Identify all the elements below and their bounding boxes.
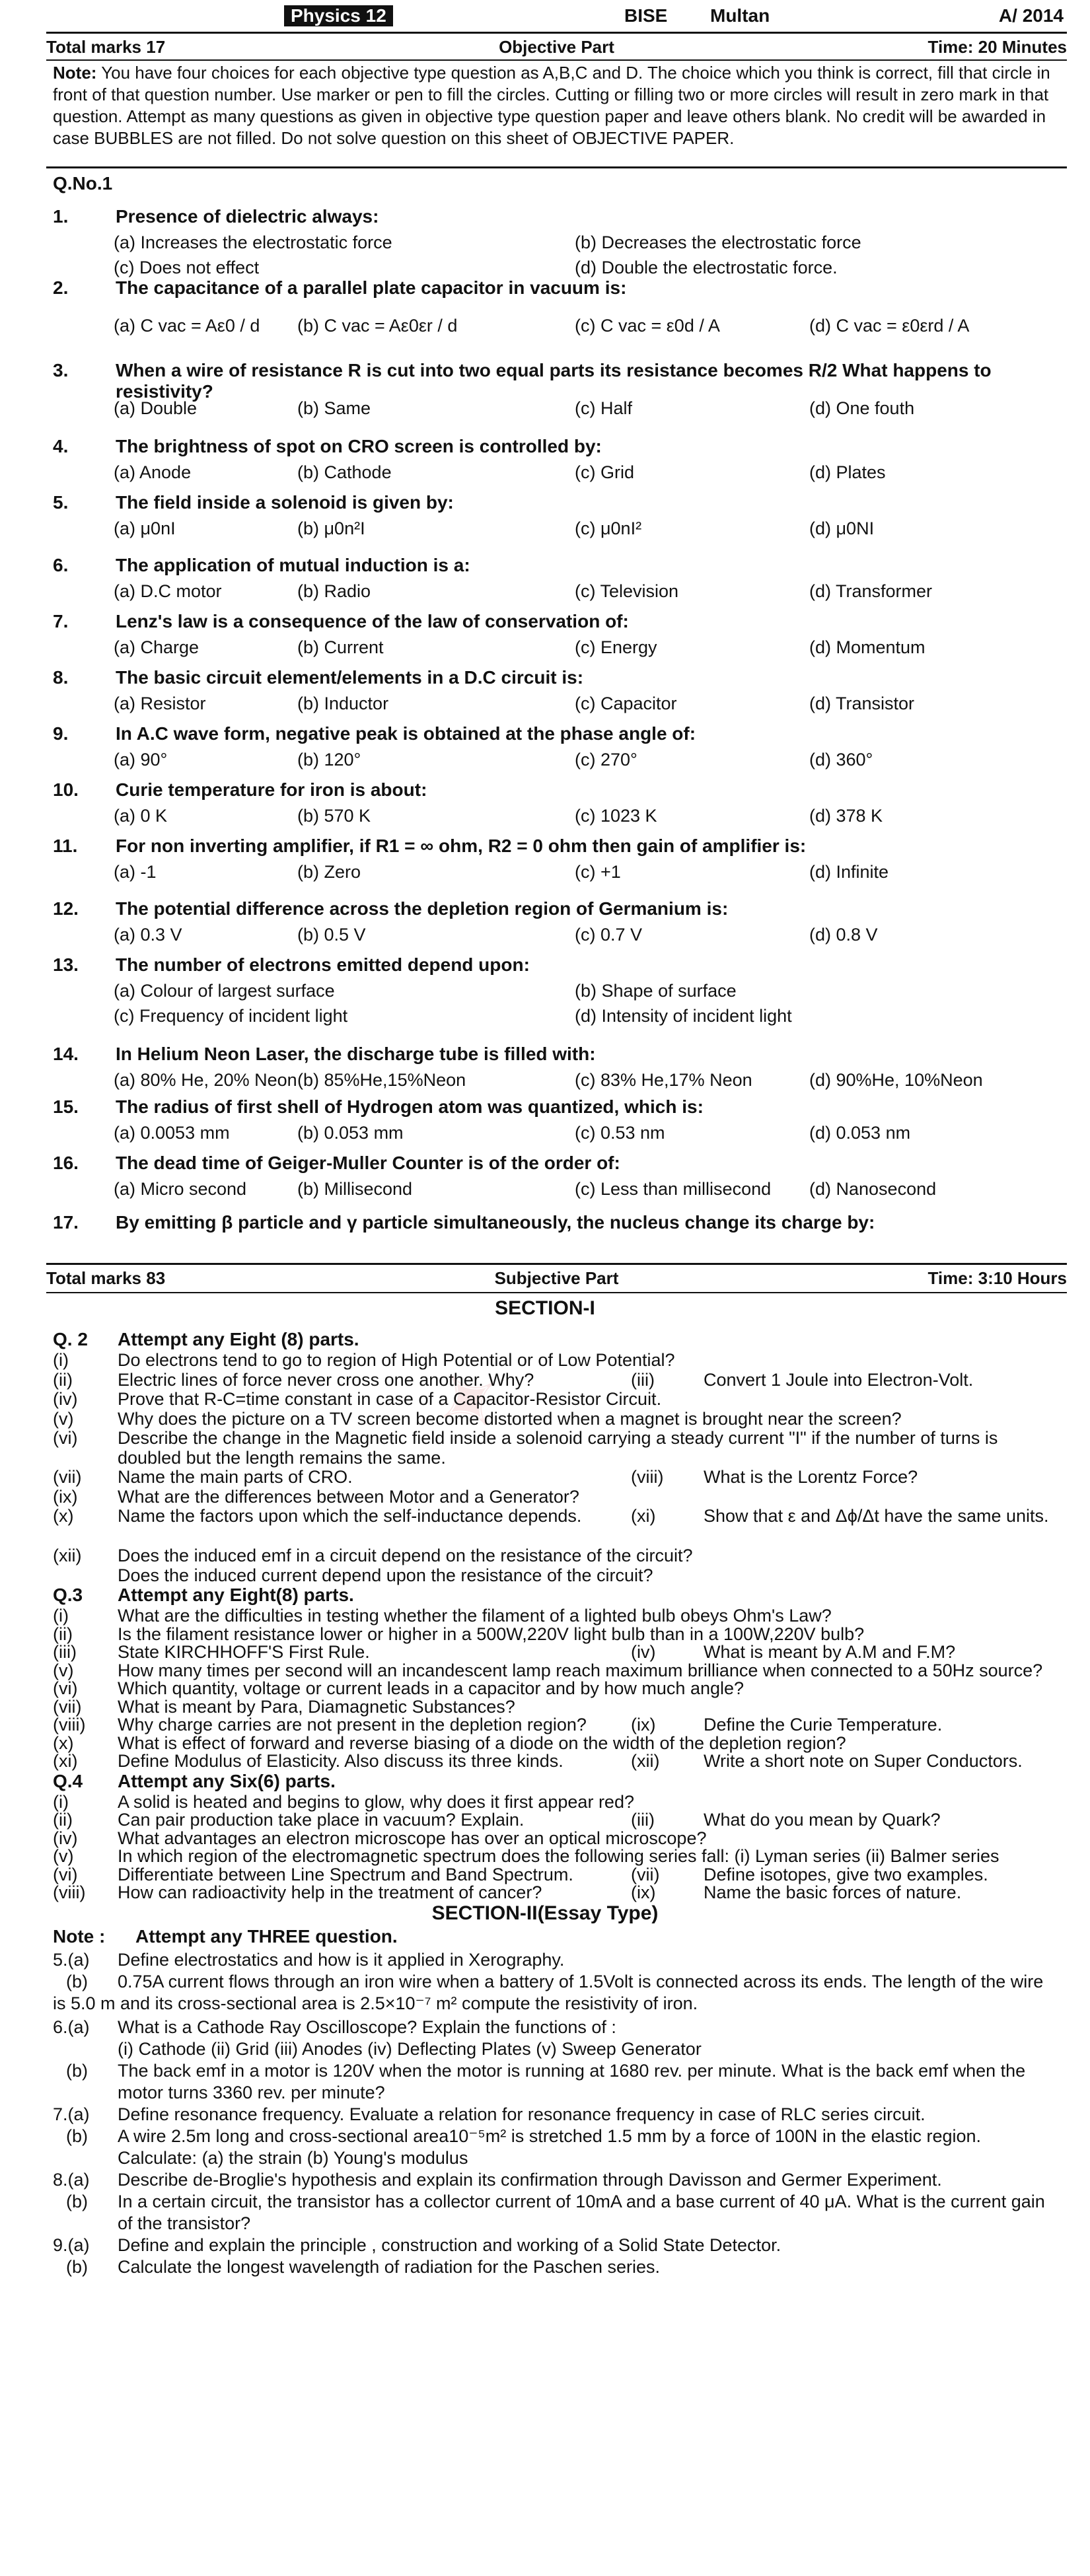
option-b: (b) 0.5 V: [297, 925, 366, 945]
part-number: (x): [53, 1733, 74, 1753]
watermark: ✦: [417, 1342, 528, 1457]
part-number: (i): [53, 1350, 69, 1370]
part-text: What are the differences between Motor and a Generator?: [118, 1486, 579, 1507]
question-number: 9.: [53, 723, 69, 744]
part-number: (iv): [631, 1642, 656, 1662]
part-text: Define electrostatics and how is it applied in Xerography.: [118, 1949, 565, 1970]
part-text: is 5.0 m and its cross-sectional area is 2.5×10⁻⁷ m² compute the resistivity of iron.: [53, 1993, 698, 2013]
part-number: (vii): [631, 1864, 660, 1884]
part-text: Name the basic forces of nature.: [704, 1882, 962, 1902]
part-number: (x): [53, 1506, 74, 1526]
option-d: (d) μ0NI: [809, 519, 875, 538]
option-a: (a) Increases the electrostatic force: [114, 233, 392, 252]
part-number: 6.(a): [53, 2017, 90, 2037]
option-a: (a) Anode: [114, 462, 192, 482]
part-text: Does the induced current depend upon the resistance of the circuit?: [118, 1565, 653, 1585]
option-a: (a) 0.0053 mm: [114, 1123, 230, 1143]
part-number: (viii): [53, 1882, 86, 1902]
part-text: Name the main parts of CRO.: [118, 1467, 353, 1487]
mcq-question: [53, 836, 1070, 859]
option-b: (b) C vac = Aε0εr / d: [297, 316, 458, 336]
mcq-question: [53, 436, 1070, 460]
part-text: Is the filament resistance lower or higher in a 500W,220V light bulb than in a 100W,220V bulb?: [118, 1624, 865, 1644]
question-number: 15.: [53, 1096, 79, 1117]
part-text: (i) Cathode (ii) Grid (iii) Anodes (iv) Deflecting Plates (v) Sweep Generator: [118, 2038, 702, 2059]
note-text: Attempt any THREE question.: [135, 1925, 398, 1947]
part-number: (ii): [53, 1369, 73, 1390]
option-d: (d) Momentum: [809, 637, 926, 657]
divider: [46, 59, 1067, 61]
part-text: Does the induced emf in a circuit depend on the resistance of the circuit?: [118, 1546, 693, 1565]
part-text: of the transistor?: [118, 2213, 251, 2233]
part-number: (b): [66, 2060, 88, 2081]
question-text: The dead time of Geiger-Muller Counter is of the order of:: [116, 1153, 620, 1173]
part-text: Prove that R-C=time constant in case of a Capacitor-Resistor Circuit.: [118, 1389, 662, 1409]
objective-time: Time: 20 Minutes: [927, 37, 1067, 57]
part-text: Why charge carries are not present in the depletion region?: [118, 1715, 587, 1735]
option-a: (a) Charge: [114, 637, 200, 657]
part-text: What is effect of forward and reverse biasing of a diode on the width of the depletion region?: [118, 1733, 846, 1753]
note-label: Note:: [53, 63, 97, 83]
option-b: (b) Decreases the electrostatic force: [575, 233, 861, 252]
objective-title: Objective Part: [499, 37, 614, 57]
option-b: (b) 85%He,15%Neon: [297, 1070, 466, 1090]
note-label: Note :: [53, 1925, 106, 1947]
question-number: 8.: [53, 667, 69, 688]
option-d: (d) Infinite: [809, 862, 889, 882]
option-b: (b) Millisecond: [297, 1179, 413, 1199]
mcq-question: [53, 611, 1070, 635]
option-a: (a) 80% He, 20% Neon: [114, 1070, 297, 1090]
part-text: Define the Curie Temperature.: [704, 1715, 943, 1735]
mcq-question: [53, 1212, 1070, 1236]
part-text: In a certain circuit, the transistor has a collector current of 10mA and a base current of 40 μA. What is the current gain: [118, 2191, 1045, 2211]
option-a: (a) -1: [114, 862, 157, 882]
part-number: (iii): [631, 1369, 655, 1390]
option-b: (b) 120°: [297, 750, 361, 769]
part-text: 0.75A current flows through an iron wire when a battery of 1.5Volt is connected across its ends. The length of the wire: [118, 1971, 1044, 1991]
part-number: (ix): [53, 1486, 78, 1507]
part-text: doubled but the length remains the same.: [118, 1447, 446, 1468]
question-text: For non inverting amplifier, if R1 = ∞ ohm, R2 = 0 ohm then gain of amplifier is:: [116, 836, 807, 856]
part-text: How many times per second will an incandescent lamp reach maximum brilliance when connected to a 50Hz source?: [118, 1660, 1043, 1680]
question-text: The basic circuit element/elements in a D.C circuit is:: [116, 667, 584, 688]
part-text: Define isotopes, give two examples.: [704, 1864, 988, 1884]
option-c: (c) 1023 K: [575, 806, 657, 826]
part-number: (ii): [53, 1810, 73, 1830]
mcq-question: [53, 277, 1070, 301]
part-number: (b): [66, 2256, 88, 2277]
mcq-question: [53, 1153, 1070, 1176]
option-c: (c) 270°: [575, 750, 637, 769]
mcq-question: [53, 667, 1070, 691]
option-d: (d) 0.053 nm: [809, 1123, 911, 1143]
part-number: (ix): [631, 1882, 656, 1902]
question-number: 1.: [53, 206, 69, 227]
section-heading: SECTION-II(Essay Type): [431, 1902, 659, 1924]
question-number: 16.: [53, 1153, 79, 1173]
option-c: (c) +1: [575, 862, 621, 882]
question-number: Q.No.1: [53, 173, 113, 194]
part-text: motor turns 3360 rev. per minute?: [118, 2082, 385, 2102]
part-text: Electric lines of force never cross one another. Why?: [118, 1369, 534, 1390]
part-text: A solid is heated and begins to glow, why does it first appear red?: [118, 1791, 634, 1812]
option-d: (d) 378 K: [809, 806, 883, 826]
question-text: Presence of dielectric always:: [116, 206, 379, 227]
part-number: (xi): [53, 1751, 78, 1771]
option-b: (b) Same: [297, 398, 371, 418]
option-d: (d) Transformer: [809, 581, 933, 601]
part-number: (xii): [53, 1546, 82, 1565]
part-text: Define Modulus of Elasticity. Also discuss its three kinds.: [118, 1751, 563, 1771]
question-number: 17.: [53, 1212, 79, 1233]
question-heading: Attempt any Eight (8) parts.: [118, 1329, 359, 1349]
part-text: In which region of the electromagnetic spectrum does the following series fall: (i) Lyman series (ii) Balmer series: [118, 1846, 999, 1866]
option-b: (b) 0.053 mm: [297, 1123, 404, 1143]
part-number: (vi): [53, 1678, 78, 1698]
board-label: BISE: [624, 5, 668, 26]
part-text: Calculate: (a) the strain (b) Young's modulus: [118, 2147, 468, 2168]
question-number: 6.: [53, 555, 69, 575]
question-text: The radius of first shell of Hydrogen atom was quantized, which is:: [116, 1096, 704, 1117]
question-text: When a wire of resistance R is cut into two equal parts its resistance becomes R/2 What happens to resistivity?: [116, 360, 992, 402]
part-number: (iv): [53, 1828, 78, 1848]
option-a: (a) μ0nI: [114, 519, 176, 538]
part-text: Why does the picture on a TV screen become distorted when a magnet is brought near the screen?: [118, 1408, 902, 1429]
part-number: (vi): [53, 1428, 78, 1448]
divider: [46, 166, 1067, 168]
option-c: (c) μ0nI²: [575, 519, 642, 538]
subjective-bar: [46, 1268, 1067, 1292]
option-d: (d) Nanosecond: [809, 1179, 937, 1199]
option-b: (b) Cathode: [297, 462, 392, 482]
part-number: (ii): [53, 1624, 73, 1644]
option-d: (d) Intensity of incident light: [575, 1006, 792, 1026]
part-text: Describe the change in the Magnetic field inside a solenoid carrying a steady current "I" if the number of turns is: [118, 1428, 998, 1448]
question-label: Q.4: [53, 1770, 83, 1791]
question-number: 14.: [53, 1044, 79, 1064]
question-number: 12.: [53, 898, 79, 919]
option-d: (d) 0.8 V: [809, 925, 878, 945]
question-text: The application of mutual induction is a:: [116, 555, 470, 575]
part-text: Name the factors upon which the self-inductance depends.: [118, 1506, 582, 1526]
question-number: 11.: [53, 836, 78, 856]
part-text: Convert 1 Joule into Electron-Volt.: [704, 1369, 974, 1390]
part-number: (vii): [53, 1696, 82, 1717]
option-c: (c) Energy: [575, 637, 657, 657]
question-text: The potential difference across the depletion region of Germanium is:: [116, 898, 729, 919]
mcq-question: [53, 492, 1070, 516]
part-number: 7.(a): [53, 2104, 90, 2124]
option-b: (b) μ0n²I: [297, 519, 365, 538]
option-a: (a) Double: [114, 398, 198, 418]
option-d: (d) Double the electrostatic force.: [575, 258, 838, 277]
option-d: (d) Plates: [809, 462, 886, 482]
question-text: By emitting β particle and γ particle simultaneously, the nucleus change its charge by:: [116, 1212, 875, 1233]
objective-bar: [46, 37, 1067, 61]
part-text: Do electrons tend to go to region of High Potential or of Low Potential?: [118, 1350, 675, 1370]
mcq-question: [53, 206, 1070, 230]
part-text: Define resonance frequency. Evaluate a relation for resonance frequency in case of RLC series circuit.: [118, 2104, 926, 2124]
part-number: (b): [66, 2191, 88, 2211]
section-heading: SECTION-I: [495, 1297, 595, 1319]
option-c: (c) Grid: [575, 462, 634, 482]
part-text: Describe de-Broglie's hypothesis and explain its confirmation through Davisson and Germer Experiment.: [118, 2169, 942, 2190]
part-text: What do you mean by Quark?: [704, 1810, 941, 1830]
city-label: Multan: [710, 5, 770, 26]
subjective-time: Time: 3:10 Hours: [927, 1268, 1067, 1288]
divider: [46, 1292, 1067, 1293]
option-b: (b) Current: [297, 637, 384, 657]
option-d: (d) C vac = ε0εrd / A: [809, 316, 970, 336]
option-b: (b) Zero: [297, 862, 361, 882]
part-text: Calculate the longest wavelength of radiation for the Paschen series.: [118, 2256, 660, 2277]
part-text: Can pair production take place in vacuum? Explain.: [118, 1810, 525, 1830]
objective-total-marks: Total marks 17: [46, 37, 166, 57]
option-c: (c) Half: [575, 398, 632, 418]
question-heading: Attempt any Eight(8) parts.: [118, 1585, 354, 1605]
question-text: The number of electrons emitted depend upon:: [116, 954, 530, 975]
part-number: 8.(a): [53, 2169, 90, 2190]
year-label: A/ 2014: [998, 5, 1064, 26]
divider: [46, 1263, 1067, 1265]
option-b: (b) Inductor: [297, 694, 389, 713]
option-d: (d) 90%He, 10%Neon: [809, 1070, 983, 1090]
part-text: State KIRCHHOFF'S First Rule.: [118, 1642, 370, 1662]
mcq-question: [53, 723, 1070, 747]
part-number: (vii): [53, 1467, 82, 1487]
question-text: The brightness of spot on CRO screen is controlled by:: [116, 436, 602, 456]
question-number: 7.: [53, 611, 69, 631]
option-a: (a) Colour of largest surface: [114, 981, 335, 1001]
question-text: The capacitance of a parallel plate capacitor in vacuum is:: [116, 277, 627, 298]
option-b: (b) Shape of surface: [575, 981, 737, 1001]
option-c: (c) Does not effect: [114, 258, 260, 277]
mcq-question: [53, 1096, 1070, 1120]
mcq-question: [53, 779, 1070, 803]
part-text: What is a Cathode Ray Oscilloscope? Explain the functions of :: [118, 2017, 616, 2037]
part-number: (viii): [53, 1715, 86, 1735]
part-number: (b): [66, 2126, 88, 2146]
part-number: (v): [53, 1846, 74, 1866]
option-a: (a) C vac = Aε0 / d: [114, 316, 260, 336]
part-text: How can radioactivity help in the treatment of cancer?: [118, 1882, 542, 1902]
part-number: (v): [53, 1660, 74, 1680]
question-number: 13.: [53, 954, 79, 975]
option-c: (c) Capacitor: [575, 694, 677, 713]
option-c: (c) C vac = ε0d / A: [575, 316, 720, 336]
divider: [46, 32, 1067, 34]
option-c: (c) Television: [575, 581, 679, 601]
part-text: Which quantity, voltage or current leads in a capacitor and by how much angle?: [118, 1678, 745, 1698]
part-number: (vi): [53, 1864, 78, 1884]
option-c: (c) 0.53 nm: [575, 1123, 665, 1143]
question-label: Q. 2: [53, 1329, 88, 1349]
option-a: (a) 0 K: [114, 806, 168, 826]
option-d: (d) 360°: [809, 750, 873, 769]
question-text: Lenz's law is a consequence of the law of conservation of:: [116, 611, 629, 631]
option-b: (b) 570 K: [297, 806, 371, 826]
part-text: Write a short note on Super Conductors.: [704, 1751, 1023, 1771]
subjective-total-marks: Total marks 83: [46, 1268, 166, 1288]
option-c: (c) Frequency of incident light: [114, 1006, 348, 1026]
subject-label: Physics 12: [284, 5, 393, 26]
part-number: 9.(a): [53, 2235, 90, 2255]
mcq-question: [53, 954, 1070, 978]
part-number: (iv): [53, 1389, 78, 1409]
part-number: 5.(a): [53, 1949, 90, 1970]
paper-header: [0, 3, 1090, 30]
option-b: (b) Radio: [297, 581, 371, 601]
question-text: In Helium Neon Laser, the discharge tube is filled with:: [116, 1044, 596, 1064]
option-a: (a) Resistor: [114, 694, 206, 713]
part-number: (xi): [631, 1506, 656, 1526]
part-text: Show that ε and Δϕ/Δt have the same units.: [704, 1506, 1049, 1526]
question-number: 2.: [53, 277, 69, 298]
option-c: (c) 83% He,17% Neon: [575, 1070, 752, 1090]
question-heading: Attempt any Six(6) parts.: [118, 1770, 336, 1791]
subjective-title: Subjective Part: [494, 1268, 619, 1288]
part-text: The back emf in a motor is 120V when the motor is running at 1680 rev. per minute. What is the back emf when the: [118, 2060, 1026, 2081]
part-number: (b): [66, 1971, 88, 1991]
option-a: (a) Micro second: [114, 1179, 247, 1199]
objective-note: [53, 62, 1057, 149]
part-text: Differentiate between Line Spectrum and Band Spectrum.: [118, 1864, 573, 1884]
part-text: What advantages an electron microscope has over an optical microscope?: [118, 1828, 707, 1848]
question-label: Q.3: [53, 1585, 83, 1605]
part-number: (iii): [53, 1642, 77, 1662]
option-d: (d) One fouth: [809, 398, 915, 418]
question-number: 5.: [53, 492, 69, 513]
option-c: (c) Less than millisecond: [575, 1179, 772, 1199]
part-number: (v): [53, 1408, 74, 1429]
question-text: Curie temperature for iron is about:: [116, 779, 427, 800]
question-number: 10.: [53, 779, 79, 800]
question-text: In A.C wave form, negative peak is obtained at the phase angle of:: [116, 723, 696, 744]
part-number: (i): [53, 1791, 69, 1812]
part-number: (xii): [631, 1751, 660, 1771]
part-number: (i): [53, 1606, 69, 1626]
part-text: What is meant by A.M and F.M?: [704, 1642, 956, 1662]
part-text: Define and explain the principle , construction and working of a Solid State Detector.: [118, 2235, 781, 2255]
option-a: (a) D.C motor: [114, 581, 222, 601]
question-number: 4.: [53, 436, 69, 456]
part-number: (viii): [631, 1467, 664, 1487]
part-number: (ix): [631, 1715, 656, 1735]
option-c: (c) 0.7 V: [575, 925, 643, 945]
question-number: 3.: [53, 360, 69, 380]
option-a: (a) 0.3 V: [114, 925, 182, 945]
mcq-question: [53, 1044, 1070, 1067]
note-text: You have four choices for each objective type question as A,B,C and D. The choice which you think is correct, fill that circle in front of that question number. Use marker or pen to fill the circles. Cutting or filling two or more circles will result in zero mark in that question. Attempt as many questions as given in objective type question paper and leave others blank. No credit will be awarded in case BUBBLES are not filled. Do not solve question on this sheet of OBJECTIVE PAPER.: [53, 63, 1050, 148]
option-d: (d) Transistor: [809, 694, 915, 713]
part-text: What is the Lorentz Force?: [704, 1467, 918, 1487]
mcq-question: [53, 898, 1070, 922]
part-number: (iii): [631, 1810, 655, 1830]
part-text: What is meant by Para, Diamagnetic Substances?: [118, 1696, 515, 1717]
option-a: (a) 90°: [114, 750, 168, 769]
question-text: The field inside a solenoid is given by:: [116, 492, 454, 513]
part-text: A wire 2.5m long and cross-sectional area10⁻⁵m² is stretched 1.5 mm by a force of 100N in the elastic region.: [118, 2126, 982, 2146]
part-text: What are the difficulties in testing whether the filament of a lighted bulb obeys Ohm's Law?: [118, 1606, 832, 1626]
mcq-question: [53, 555, 1070, 579]
mcq-question: [53, 360, 1070, 402]
